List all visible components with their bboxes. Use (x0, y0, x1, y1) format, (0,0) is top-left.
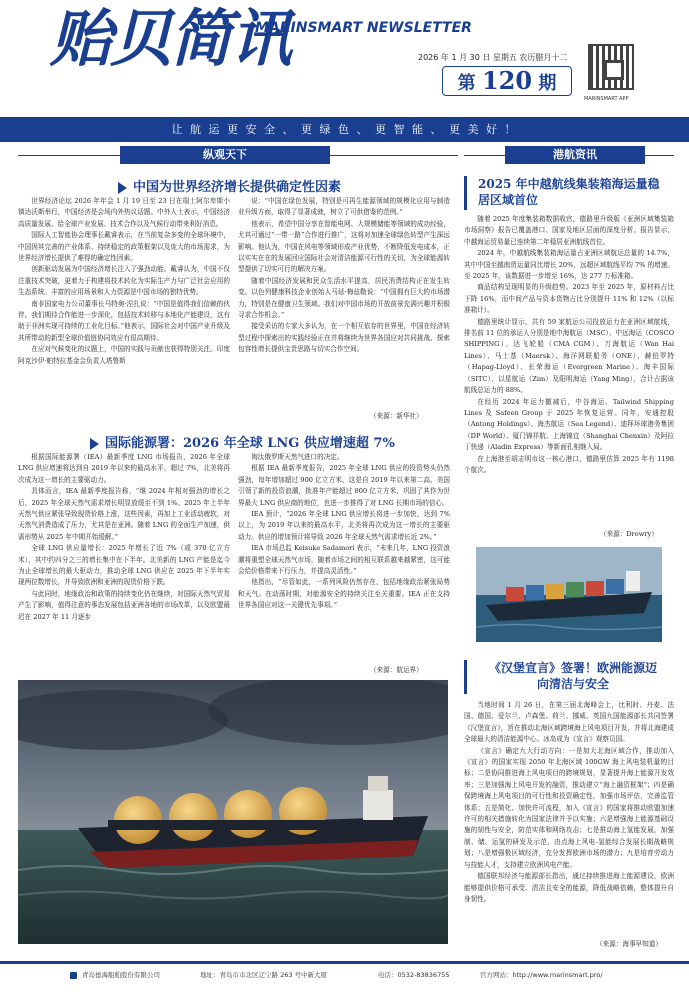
article-2-col1: 根据国际能源署（IEA）最新季度 LNG 市场报告，2026 年全球 LNG 供应增速将达到自 2019 年以来的最高水平，超过 7%，北美将再次成为这一增长的主要驱动力。 具体而言，IEA 最新季度报告称，“继 2024 年相对强劲的增长之后，2025 年全球天然气需求增长明显放缓至不到 1%。2025 年上半年天然气供应紧张导致现货价格上涨，这些因素，再加上工业活动疲软，对天然气消费造成了压力，尤其是在亚洲。随着 LNG 的全面生产加速，供需形势从 2025 年中期开始缓解。” 全球 LNG 供应量增长：2025 年增长了近 7%（或 370 亿立方米），其中约四分之三的增长集中在下半年。北美新的 LNG 产能是迄今为止全球增长的最大驱动力，推动全球 LNG 供应在 2025 年下半年实现两位数增长，并导致欧洲和亚洲的现货价格下跌。 与此同时，地缘政治和政策的持续变化仍在继续，对国际天然气贸易产生了影响，值得注意的事态发展包括亚洲各地的市场改革，以及欧盟最迟在 2027 年 11 月逐步 (18, 453, 230, 621)
section-header-right: 港航资讯 (505, 146, 645, 164)
company-logo-icon (70, 972, 77, 979)
accent-bar (464, 660, 467, 694)
masthead-title: 贻贝简讯 (50, 2, 291, 75)
issue-suffix: 期 (538, 73, 557, 94)
article-title-4[interactable]: 《汉堡宣言》签署！欧洲能源迈向清洁与安全 (488, 661, 657, 691)
arrow-icon (118, 182, 127, 194)
lng-tanker-photo (18, 680, 448, 944)
issue-prefix: 第 (457, 73, 476, 94)
slogan-bar: 让 航 运 更 安 全 、 更 绿 色 、 更 智 能 、 更 美 好 ！ (0, 117, 689, 142)
article-3-source: （来源：Drewry） (600, 530, 658, 538)
footer-company: 青岛德海船舶股份有限公司 (82, 971, 160, 979)
article-4-body: 当地时间 1 月 26 日，在第三届北海峰会上，比利时、丹麦、法国、德国、爱尔兰、卢森堡、荷兰、挪威、英国九国能源部长共同签署《汉堡宣言》，旨在推动北海区域跨境海上风电项目开发，并将北海建成全球最大的清洁能源中心。冰岛成为《宣言》观察员国。 《宣言》确定九大行动方向：一是加大北海区域合作，推动加入《宣言》的国家实现 2050 年北海区域 100GW 海上风电装机量的目标；二是协同推进海上风电项目的跨境规划，显著提升海上能源开发效率；三是加强海上风电开发的融资，推动建立“海上融资框架”；四是确保跨境海上风电项目的可行性和投资确定性，加强市场评估，完善监管体系；五是简化、加快许可流程，加入《宣言》的国家将推动欧盟加速许可的相关措施转化为国家法律并予以实施；六是增强海上能源基础设施的韧性与安全，防范实体和网络攻击；七是推动海上氢能发展，加强制、储、运氢的研发及示范，由点海上风电-氢能综合发展长期战略规划；八是增强极区域经济，充分发挥欧洲市场的潜力；九是培育劳动力与技能人才，支持建立欧洲风电产能。 德国联邦经济与能源部长指出，通过持续推进海上能源建设，欧洲能够提供价格可承受、清洁且安全的能源，降低战略依赖，整体提升自身韧性。 (464, 701, 674, 903)
footer-website[interactable]: 官方网站：http://www.marinsmart.pro/ (480, 971, 603, 979)
qr-code-icon[interactable] (588, 44, 634, 90)
article-2-col2: 淘汰俄罗斯天然气进口的决定。 根据 IEA 最新季度报告，2025 年全球 LNG 供应的投资势头仍然强劲，每年增加超过 900 亿立方米，这是自 2019 年以来第二高。美国引领了新的投资浪潮，批准年产能超过 800 亿立方米，巩固了其作为世界最大 LNG 供应商的地位，也进一步推得了对 LNG 长期市场的信心。 IEA 预计，“2026 年全球 LNG 供应增长将进一步加快，达到 7% 以上，为 2019 年以来的最高水平，北美将再次成为这一增长的主要驱动力。供应的增加预计将导致 2026 年全球天然气需求增长近 2%。” IEA 市场总监 Keisuke Sadamori 表示，“未来几年，LNG 投资浪潮将重塑全球天然气市场，随着市场之间的相互联系越来越紧密，这可能会给价格带来下行压力，并提高灵活性。” 他指出，“尽管如此，一系列风险仍然存在，包括地缘政治紧张局势和天气。在动荡时期，对能源安全的持续关注至关重要。IEA 正在支持世界各国应对这一关键优先事项。” (238, 453, 450, 610)
article-1-source: （来源：新华社） (370, 412, 423, 420)
lng-tanker-illustration (18, 680, 448, 944)
container-ship-photo (476, 547, 662, 642)
footer-address: 地址：青岛市市北区辽宁路 263 号中新大厦 (200, 971, 328, 979)
article-2-source: （来源：航运界） (370, 666, 423, 674)
article-title-3[interactable]: 2025 年中越航线集装箱海运量稳居区域首位 (478, 177, 660, 207)
arrow-icon (90, 438, 99, 450)
masthead-subtitle: MARINSMART NEWSLETTER (255, 20, 472, 36)
section-header-left: 纵观天下 (120, 146, 330, 164)
article-title-2[interactable]: 国际能源署：2026 年全球 LNG 供应增速超 7% (90, 432, 395, 451)
footer-rule (0, 961, 689, 964)
issue-badge (442, 66, 572, 96)
footer-phone: 电话：0532-83836755 (378, 971, 450, 979)
article-3-body: 随着 2025 年度集装箱数据收官，德路里升级版《亚洲区域集装箱市场洞察》报告已覆盖港口、国家及地区层面的深度分析。报告显示，中越海运贸易量已连续第二年稳居亚洲航线首位。 2024 年，中越航线集装箱海运量占亚洲区域航运总量的 14.7%，其中中国至越南货运量同比增长 20%，远超区域航线平均 7% 的增速。至 2025 年，该数据进一步增至 16%，达 277 万标准箱。 商品结构呈现明显的升级趋势。2023 年至 2025 年，原材料占比下降 16%，而中间产品与资本货物占比分别提升 11% 和 12%（以标准箱计）。 德路里统计显示，共有 59 家航运公司投放运力在亚洲区域航线，排名前 11 位的承运人分别是地中海航运（MSC）、中远海运（COSCO SHIPPING）、达飞轮船（CMA CGM）、万海航运（Wan Hai Lines）、马士基（Maersk）、海洋网联船务（ONE）、赫伯罗特（Hapag-Lloyd）、长荣海运（Evergreen Marine）、海丰国际（SITC）、以星航运（Zim）及阳明海运（Yang Ming），合计占据该航线总运力的 88%。 在经历 2024 年运力撤减后，中谷海运、Tailwind Shipping Lines 及 Safeen Group 于 2025 年恢复运营。同年，安通控股（Antong Holdings）、海杰航运（Sea Legend）、迪拜环球港务集团（DP World）、厦门锦祥航、上海锦宜（Shanghai Chenxin）及阿拉丁快递（Aladin Express）等新面孔相继入局。 在上海港至胡志明市这一核心港口，德路里估算 2025 年有 1198 个航次。 (464, 215, 674, 474)
article-title-1[interactable]: 中国为世界经济增长提供确定性因素 (118, 176, 341, 195)
article-1-col2: 说：“中国在绿色发展，特别是可再生能源领域的规模化应用与制造业升级方面，取得了显著成就，树立了可供借鉴的范例。” 他表示，希望中国分享在智能电网、大规模储能等领域的成功经验，尤其可通过“一带一路”合作进行推广，这将对加速全球绿色转型产生深远影响。他认为，中国在风电等领域形成产业优势，不断降低发电成本，正以实实在在的发展回应国际社会对清洁能源可行性的关切，为全球能源转型提供了切实可行的解决方案。 随着中国经济发展和民众生活水平提高，居民消费结构正在发生转变。以色列健康科技企业创始人马延·梅兹勒说：“中国拥有巨大的市场潜力，特别是在健康卫生领域。我们对中国市场的开放前景充满兴趣并积极寻求合作机会。” 接受采访的专家大多认为，在一个相互依存的世界里，中国在经济转型过程中探索出的实践经验正在并将继续为世界各国应对共同挑战、探索包容性增长提供宝贵思路与切实合作空间。 (238, 197, 450, 354)
container-ship-illustration (476, 547, 662, 642)
issue-date: 2026 年 1 月 30 日 星期五 农历腊月十二 (418, 53, 568, 62)
app-caption: MARINSMART APP (584, 96, 629, 102)
article-1-col1: 世界经济论坛 2026 年年会 1 月 19 日至 23 日在瑞士阿尔卑斯小镇达沃斯举行，中国经济是会场内外热议话题。中外人士表示，中国经济高质量发展、给全球产业发展、技术合作以及气候行动带来利好消息。 国际人工智能协会理事长戴睿表示，在当前复杂多变的全球环境中，中国因其完善的产业体系、持续稳定的政策框架以及庞大的市场需求，为世界经济增长提供了难得的确定性因素。 创新驱动发展为中国经济增长注入了强劲动能。戴睿认为，中国不仅注重技术突破，更着力于构建将技术转化为实际生产力与广泛社会应用的生态系统。丰富的应用场景和人力资源是中国市场的独特优势。 南非国家电力公司董事长马特奥·涅扎说：“中国是值得我们信赖的伙伴。我们期待合作能进一步深化，包括技术转移与本地化产能建设，这有助于非洲实现可持续的工业化目标。”他表示，国际社会对中国产业升级及其所带动的新型全球价值链协同效应有很高期待。 在应对气候变化的议题上，中国的实践与贡献也获得特别关注。印度阿克沙伊·帕特拉基金会负责人塔鲁斯 (18, 197, 230, 365)
issue-number: 120 (481, 66, 533, 95)
article-4-source: （来源：海事早知道） (596, 940, 662, 948)
accent-bar (464, 176, 467, 210)
